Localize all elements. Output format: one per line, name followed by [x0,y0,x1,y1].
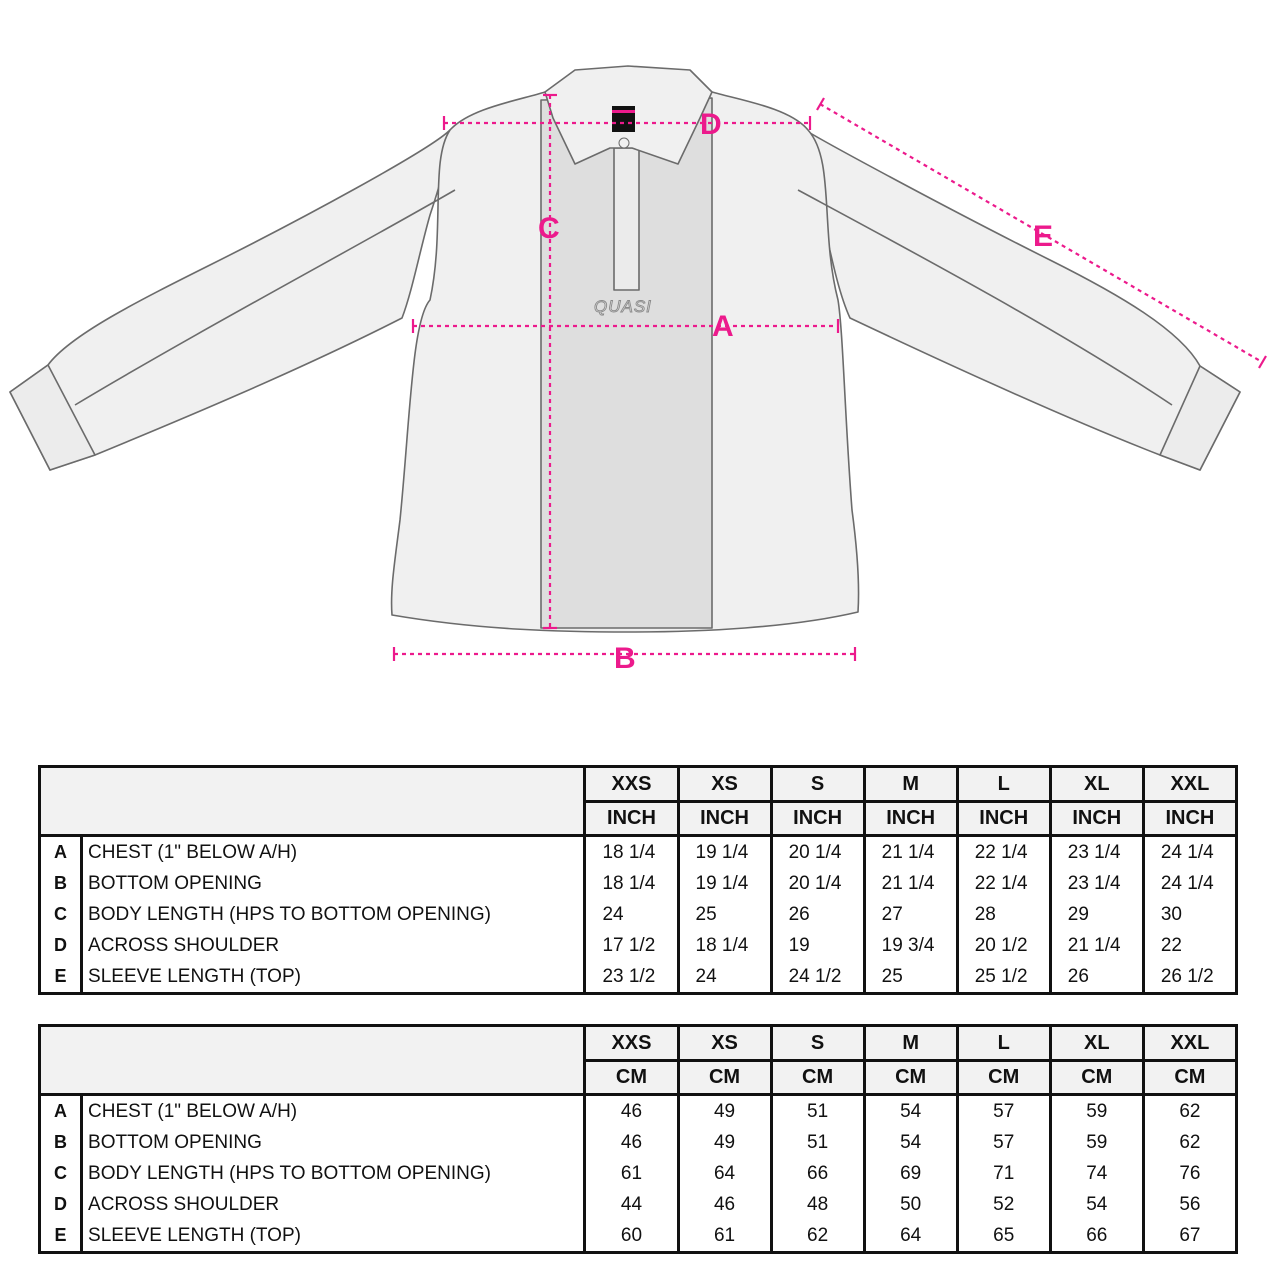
value-cell: 54 [864,1127,957,1158]
value-cell: 62 [1143,1127,1236,1158]
size-table-inch [38,765,1238,995]
value-cell: 48 [771,1189,864,1220]
size-header-s: S [771,767,864,802]
value-cell: 57 [957,1127,1050,1158]
value-cell: 23 1/4 [1050,868,1143,899]
size-header-xl: XL [1050,767,1143,802]
label-b: B [614,642,636,675]
value-cell: 22 [1143,930,1236,961]
value-cell: 60 [585,1220,678,1253]
unit-header: INCH [585,802,678,836]
value-cell: 74 [1050,1158,1143,1189]
value-cell: 46 [585,1127,678,1158]
value-cell: 46 [678,1189,771,1220]
row-label: CHEST (1" BELOW A/H) [88,841,298,863]
size-table-cm [38,1024,1238,1254]
value-cell: 27 [864,899,957,930]
table-row [40,930,1237,961]
row-letter: B [40,868,82,899]
value-cell: 17 1/2 [585,930,678,961]
row-letter: C [40,899,82,930]
value-cell: 51 [771,1095,864,1128]
value-cell: 66 [771,1158,864,1189]
unit-header: CM [1143,1061,1236,1095]
shirt-drawing [10,66,1240,632]
size-header-xl: XL [1050,1026,1143,1061]
unit-header: CM [957,1061,1050,1095]
value-cell: 50 [864,1189,957,1220]
table-row [40,1095,1237,1128]
value-cell: 49 [678,1127,771,1158]
row-letter: E [40,1220,82,1253]
size-header-xs: XS [678,767,771,802]
value-cell: 30 [1143,899,1236,930]
size-header-s: S [771,1026,864,1061]
value-cell: 71 [957,1158,1050,1189]
table-row [40,1189,1237,1220]
chest-logo: QUASI [594,297,652,316]
value-cell: 64 [864,1220,957,1253]
value-cell: 64 [678,1158,771,1189]
value-cell: 18 1/4 [585,836,678,869]
unit-header: CM [1050,1061,1143,1095]
unit-header: CM [864,1061,957,1095]
row-label: ACROSS SHOULDER [88,934,280,956]
table-row [40,1220,1237,1253]
value-cell: 54 [1050,1189,1143,1220]
value-cell: 24 1/4 [1143,868,1236,899]
size-header-l: L [957,767,1050,802]
value-cell: 21 1/4 [864,836,957,869]
collar-button [619,138,629,148]
unit-header: CM [771,1061,864,1095]
row-label: BOTTOM OPENING [88,872,262,894]
size-header-xs: XS [678,1026,771,1061]
row-letter: E [40,961,82,994]
size-header-m: M [864,1026,957,1061]
size-header-row [40,1026,1237,1061]
value-cell: 18 1/4 [678,930,771,961]
size-header-xxs: XXS [585,1026,678,1061]
table-row [40,868,1237,899]
value-cell: 24 [585,899,678,930]
header-corner [40,1026,585,1095]
unit-header: INCH [1143,802,1236,836]
right-sleeve [805,130,1240,470]
size-header-m: M [864,767,957,802]
value-cell: 25 [864,961,957,994]
value-cell: 25 1/2 [957,961,1050,994]
value-cell: 21 1/4 [864,868,957,899]
value-cell: 29 [1050,899,1143,930]
row-letter: C [40,1158,82,1189]
value-cell: 62 [1143,1095,1236,1128]
value-cell: 62 [771,1220,864,1253]
label-e: E [1033,220,1054,253]
row-letter: D [40,1189,82,1220]
header-corner [40,767,585,836]
row-label: SLEEVE LENGTH (TOP) [88,1224,301,1246]
size-header-xxl: XXL [1143,767,1236,802]
value-cell: 66 [1050,1220,1143,1253]
neck-label-stripe [612,110,635,113]
value-cell: 24 1/2 [771,961,864,994]
label-c: C [538,212,560,245]
unit-header: INCH [864,802,957,836]
value-cell: 19 1/4 [678,836,771,869]
table-row [40,836,1237,869]
row-label: BODY LENGTH (HPS TO BOTTOM OPENING) [88,903,491,925]
unit-header: CM [678,1061,771,1095]
value-cell: 19 3/4 [864,930,957,961]
value-cell: 59 [1050,1127,1143,1158]
value-cell: 20 1/4 [771,836,864,869]
size-header-xxl: XXL [1143,1026,1236,1061]
placket-opening [614,148,639,290]
unit-header: CM [585,1061,678,1095]
value-cell: 65 [957,1220,1050,1253]
value-cell: 23 1/2 [585,961,678,994]
unit-header: INCH [1050,802,1143,836]
table-row [40,899,1237,930]
value-cell: 19 [771,930,864,961]
value-cell: 23 1/4 [1050,836,1143,869]
unit-header: INCH [957,802,1050,836]
value-cell: 52 [957,1189,1050,1220]
size-header-row [40,767,1237,802]
unit-header: INCH [678,802,771,836]
value-cell: 67 [1143,1220,1236,1253]
row-letter: A [40,836,82,869]
value-cell: 76 [1143,1158,1236,1189]
value-cell: 28 [957,899,1050,930]
value-cell: 21 1/4 [1050,930,1143,961]
value-cell: 61 [585,1158,678,1189]
value-cell: 54 [864,1095,957,1128]
value-cell: 26 1/2 [1143,961,1236,994]
table-row [40,1158,1237,1189]
value-cell: 20 1/2 [957,930,1050,961]
row-letter: D [40,930,82,961]
value-cell: 69 [864,1158,957,1189]
table-row [40,1127,1237,1158]
value-cell: 59 [1050,1095,1143,1128]
value-cell: 51 [771,1127,864,1158]
value-cell: 26 [771,899,864,930]
table-row [40,961,1237,994]
row-letter: B [40,1127,82,1158]
value-cell: 57 [957,1095,1050,1128]
size-header-l: L [957,1026,1050,1061]
value-cell: 44 [585,1189,678,1220]
row-letter: A [40,1095,82,1128]
value-cell: 46 [585,1095,678,1128]
row-label: BODY LENGTH (HPS TO BOTTOM OPENING) [88,1162,491,1184]
value-cell: 24 [678,961,771,994]
row-label: SLEEVE LENGTH (TOP) [88,965,301,987]
label-d: D [700,108,722,141]
value-cell: 19 1/4 [678,868,771,899]
unit-header: INCH [771,802,864,836]
row-label: BOTTOM OPENING [88,1131,262,1153]
label-a: A [712,310,734,343]
value-cell: 20 1/4 [771,868,864,899]
value-cell: 24 1/4 [1143,836,1236,869]
value-cell: 25 [678,899,771,930]
row-label: ACROSS SHOULDER [88,1193,280,1215]
neck-label [612,106,635,132]
size-header-xxs: XXS [585,767,678,802]
value-cell: 18 1/4 [585,868,678,899]
value-cell: 22 1/4 [957,868,1050,899]
value-cell: 22 1/4 [957,836,1050,869]
value-cell: 56 [1143,1189,1236,1220]
value-cell: 61 [678,1220,771,1253]
value-cell: 49 [678,1095,771,1128]
value-cell: 26 [1050,961,1143,994]
row-label: CHEST (1" BELOW A/H) [88,1100,298,1122]
